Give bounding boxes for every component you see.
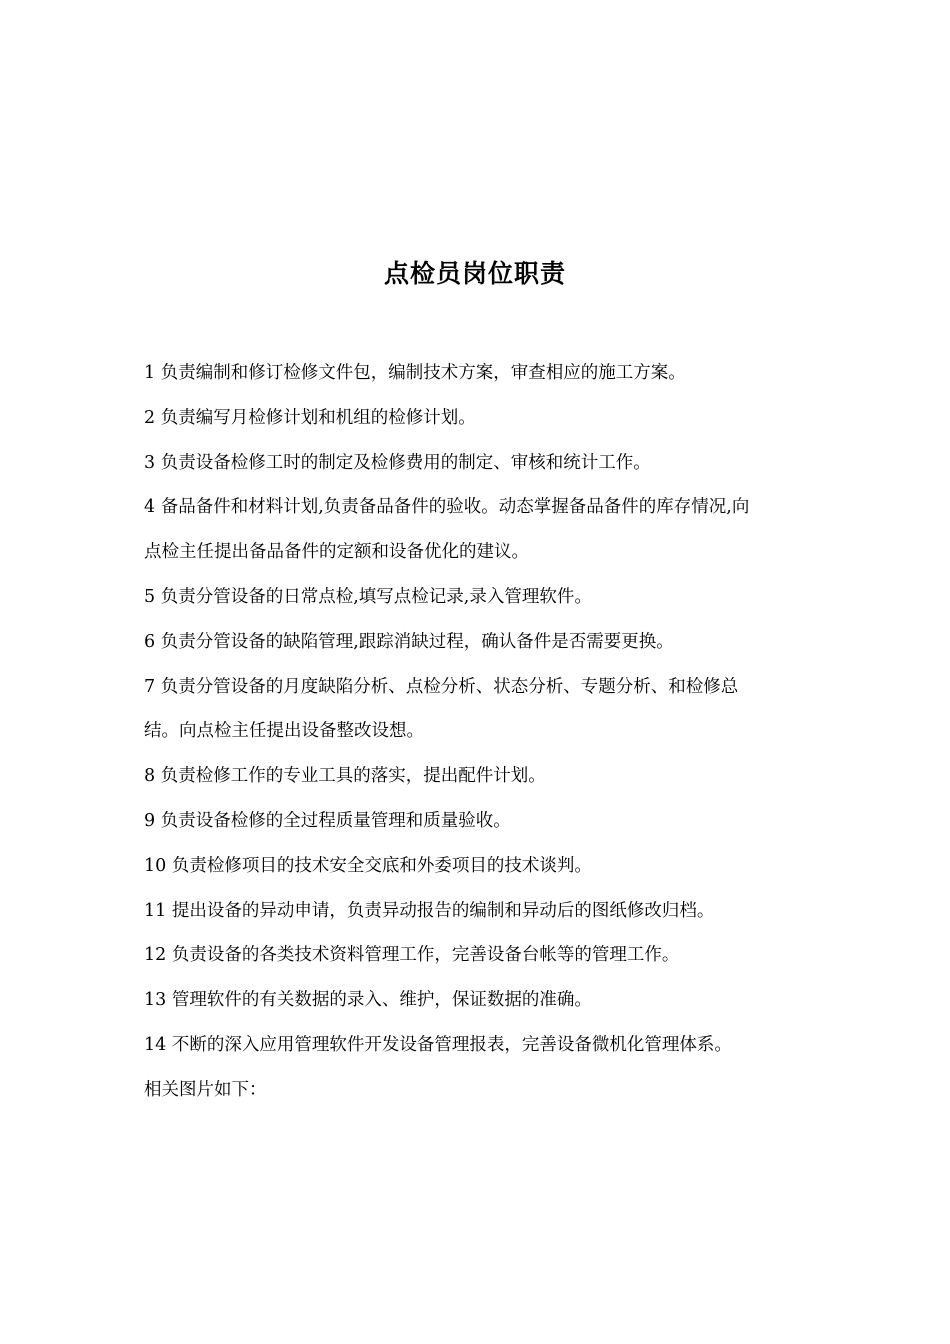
paragraph-13 — [144, 978, 812, 1023]
paragraph-line: 1 负责编制和修订检修文件包，编制技术方案，审查相应的施工方案。 — [144, 363, 686, 383]
paragraph-line: 结。向点检主任提出设备整改设想。 — [144, 721, 424, 742]
paragraph-line: 11 提出设备的异动申请，负责异动报告的编制和异动后的图纸修改归档。 — [144, 900, 715, 921]
paragraph-line: 8 负责检修工作的专业工具的落实，提出配件计划。 — [144, 766, 546, 787]
paragraph-9 — [144, 799, 812, 844]
paragraph-5 — [144, 575, 812, 620]
paragraph-line: 点检主任提出备品备件的定额和设备优化的建议。 — [144, 542, 529, 563]
paragraph-14 — [144, 1023, 812, 1068]
paragraph-line: 12 负责设备的各类技术资料管理工作，完善设备台帐等的管理工作。 — [144, 945, 680, 966]
paragraph-2 — [144, 396, 812, 441]
paragraph-line: 9 负责设备检修的全过程质量管理和质量验收。 — [144, 810, 511, 831]
document-title: 点检员岗位职责 — [383, 259, 566, 288]
paragraph-line: 14 不断的深入应用管理软件开发设备管理报表，完善设备微机化管理体系。 — [144, 1034, 732, 1055]
paragraph-line: 10 负责检修项目的技术安全交底和外委项目的技术谈判。 — [144, 855, 592, 876]
paragraph-line: 4 备品备件和材料计划,负责备品备件的验收。动态掌握备品备件的库存情况,向 — [144, 497, 750, 518]
paragraph-10 — [144, 844, 812, 889]
paragraph-6 — [144, 620, 812, 665]
paragraph-11 — [144, 889, 812, 934]
paragraph-line: 13 管理软件的有关数据的录入、维护，保证数据的准确。 — [144, 990, 592, 1011]
paragraph-12 — [144, 933, 812, 978]
paragraph-line: 6 负责分管设备的缺陷管理,跟踪消缺过程，确认备件是否需要更换。 — [144, 631, 674, 652]
paragraph-related-images — [144, 1068, 812, 1113]
paragraph-3 — [144, 441, 812, 486]
paragraph-line: 7 负责分管设备的月度缺陷分析、点检分析、状态分析、专题分析、和检修总 — [144, 676, 739, 697]
paragraph-7 — [144, 665, 812, 755]
paragraph-4 — [144, 485, 812, 575]
paragraph-line: 相关图片如下： — [144, 1079, 267, 1100]
document-body — [144, 351, 812, 1113]
paragraph-8 — [144, 754, 812, 799]
paragraph-line: 3 负责设备检修工时的制定及检修费用的制定、审核和统计工作。 — [144, 452, 651, 473]
paragraph-line: 5 负责分管设备的日常点检,填写点检记录,录入管理软件。 — [144, 586, 592, 607]
paragraph-line: 2 负责编写月检修计划和机组的检修计划。 — [144, 407, 476, 428]
paragraph-1 — [144, 351, 812, 396]
